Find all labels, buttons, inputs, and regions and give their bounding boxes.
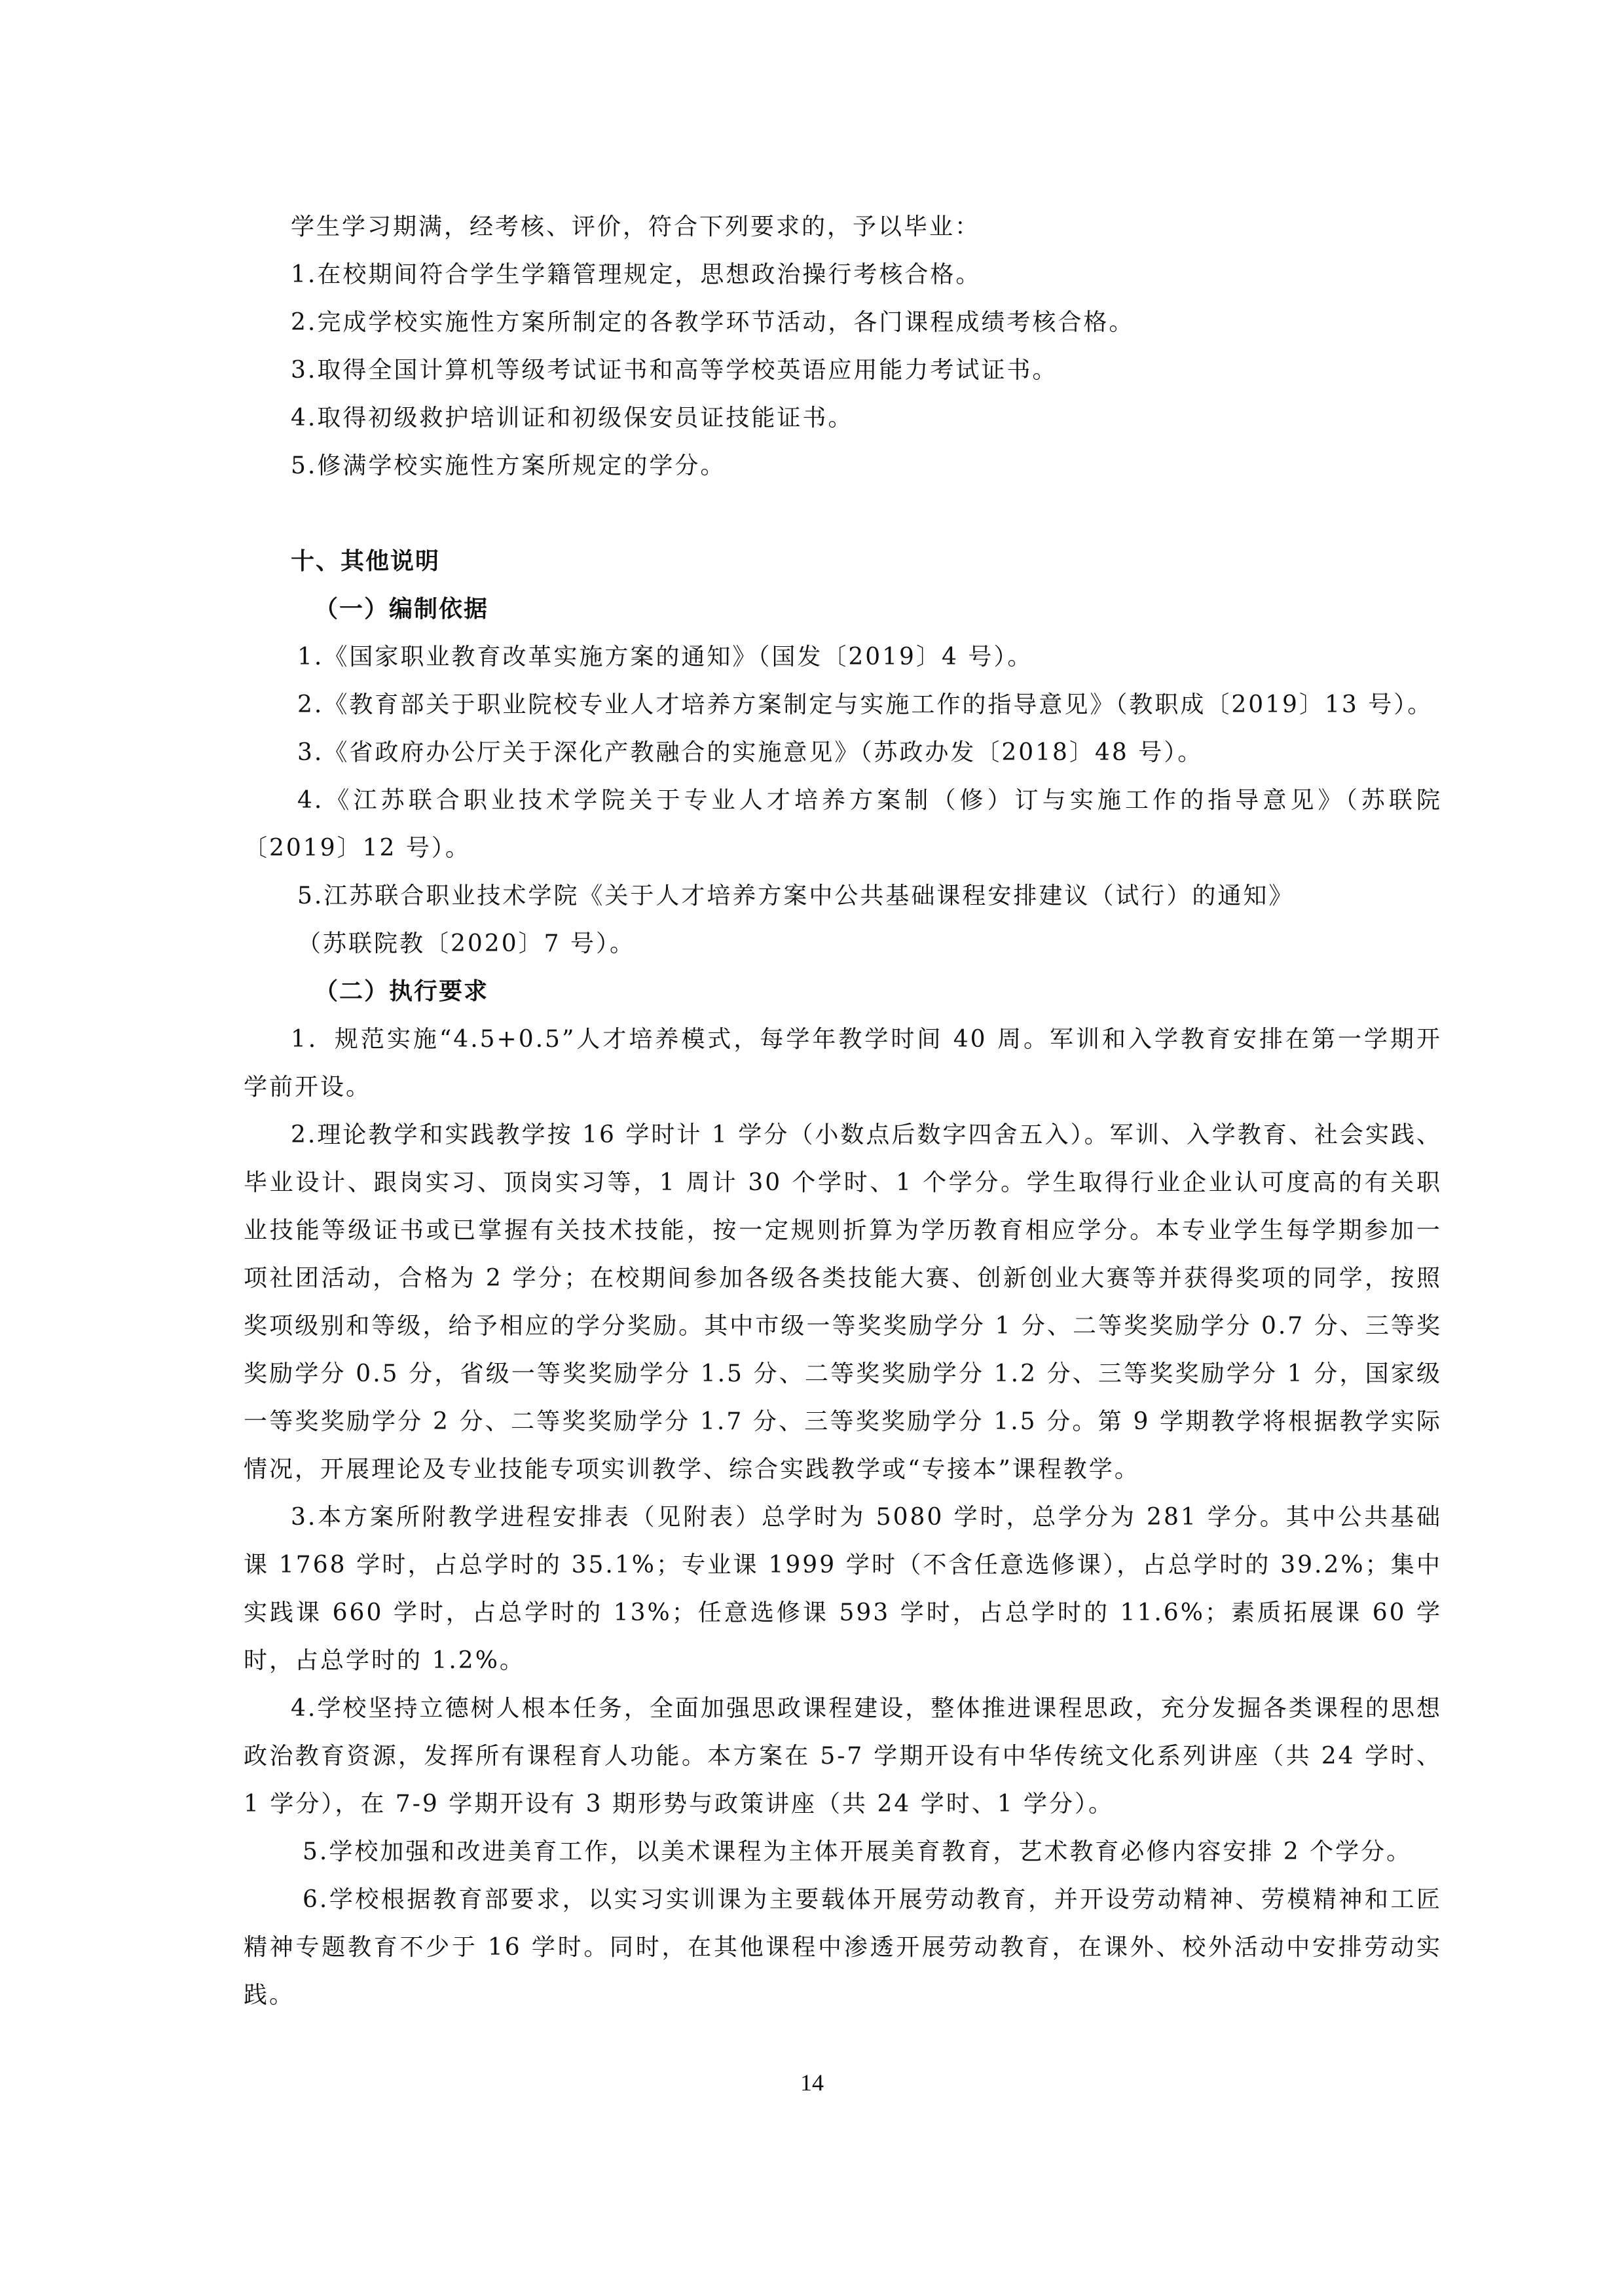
basis-item-1: 1.《国家职业教育改革实施方案的通知》（国发〔2019〕4 号）。 (297, 644, 1033, 670)
graduation-item-5: 5.修满学校实施性方案所规定的学分。 (291, 452, 726, 479)
graduation-item-1: 1.在校期间符合学生学籍管理规定，思想政治操行考核合格。 (291, 261, 982, 288)
section-heading: 十、其他说明 (291, 548, 441, 575)
requirement-item-2: 2.理论教学和实践教学按 16 学时计 1 学分（小数点后数字四舍五入）。军训、入学教育、社会实践、毕业设计、跟岗实习、顶岗实习等，1 周计 30 个学时、1 个学分。学生取得行业企业认可度高的有关职业技能等级证书或已掌握有关技术技能，按一定规则折算为学历教育相应学分。本专业学生每学期参加一项社团活动，合格为 2 学分；在校期间参加各级各类技能大赛、创新创业大赛等并获得奖项的同学，按照奖项级别和等级，给予相应的学分奖励。其中市级一等奖奖励学分 1 分、二等奖奖励学分 0.7 分、三等奖奖励学分 0.5 分，省级一等奖奖励学分 1.5 分、二等奖奖励学分 1.2 分、三等奖奖励学分 1 分，国家级一等奖奖励学分 2 分、二等奖奖励学分 1.7 分、三等奖奖励学分 1.5 分。第 9 学期教学将根据教学实际情况，开展理论及专业技能专项实训教学、综合实践教学或“专接本”课程教学。 (244, 1121, 1442, 1483)
requirement-item-1: 1．规范实施“4.5+0.5”人才培养模式，每学年教学时间 40 周。军训和入学教育安排在第一学期开学前开设。 (244, 1026, 1442, 1101)
basis-item-3: 3.《省政府办公厅关于深化产教融合的实施意见》（苏政办发〔2018〕48 号）。 (297, 739, 1204, 766)
requirement-item-3: 3.本方案所附教学进程安排表（见附表）总学时为 5080 学时，总学分为 281 学分。其中公共基础课 1768 学时，占总学时的 35.1%；专业课 1999 学时（不含任意选修课），占总学时的 39.2%；集中实践课 660 学时，占总学时的 13%；任意选修课 593 学时，占总学时的 11.6%；素质拓展课 60 学时，占总学时的 1.2%。 (244, 1504, 1442, 1674)
basis-item-5-line-2: （苏联院教〔2020〕7 号）。 (297, 930, 635, 957)
page-number: 14 (800, 2069, 824, 2096)
page-content (244, 203, 1442, 2019)
subsection-heading-basis: （一）编制依据 (314, 596, 489, 623)
graduation-intro: 学生学习期满，经考核、评价，符合下列要求的，予以毕业： (291, 213, 981, 240)
graduation-item-3: 3.取得全国计算机等级考试证书和高等学校英语应用能力考试证书。 (291, 357, 1058, 384)
basis-item-4: 4.《江苏联合职业技术学院关于专业人才培养方案制（修）订与实施工作的指导意见》（苏联院〔2019〕12 号）。 (244, 787, 1442, 862)
basis-item-2: 2.《教育部关于职业院校专业人才培养方案制定与实施工作的指导意见》（教职成〔2019〕13 号）。 (297, 691, 1433, 718)
requirement-item-4: 4.学校坚持立德树人根本任务，全面加强思政课程建设，整体推进课程思政，充分发掘各类课程的思想政治教育资源，发挥所有课程育人功能。本方案在 5-7 学期开设有中华传统文化系列讲座（共 24 学时、1 学分），在 7-9 学期开设有 3 期形势与政策讲座（共 24 学时、1 学分）。 (244, 1695, 1442, 1817)
basis-item-5-line-1: 5.江苏联合职业技术学院《关于人才培养方案中公共基础课程安排建议（试行）的通知》 (297, 883, 1295, 909)
graduation-item-2: 2.完成学校实施性方案所制定的各教学环节活动，各门课程成绩考核合格。 (291, 309, 1135, 336)
graduation-item-4: 4.取得初级救护培训证和初级保安员证技能证书。 (291, 405, 854, 431)
requirement-item-5: 5.学校加强和改进美育工作，以美术课程为主体开展美育教育，艺术教育必修内容安排 2 个学分。 (303, 1838, 1412, 1865)
subsection-heading-requirements: （二）执行要求 (314, 978, 489, 1005)
requirement-item-6: 6.学校根据教育部要求，以实习实训课为主要载体开展劳动教育，并开设劳动精神、劳模精神和工匠精神专题教育不少于 16 学时。同时，在其他课程中渗透开展劳动教育，在课外、校外活动中安排劳动实践。 (244, 1886, 1442, 2009)
